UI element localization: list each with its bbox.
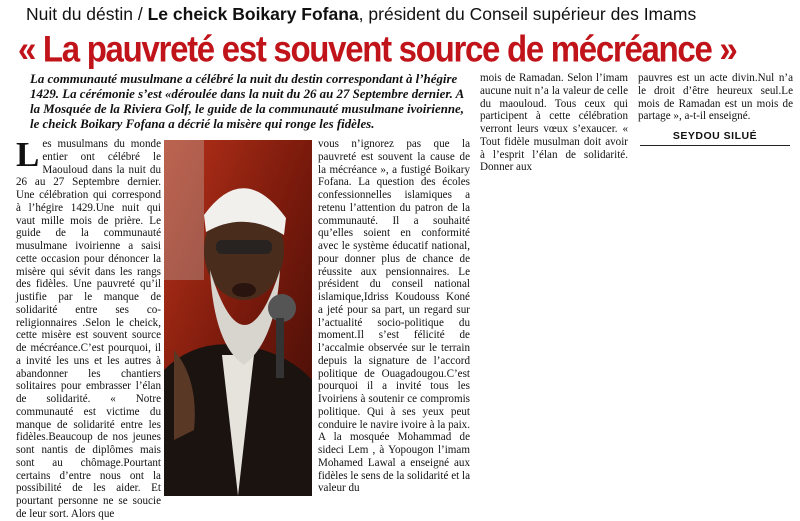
drop-cap: L — [16, 135, 40, 174]
lede-text: La communauté musulmane a célébré la nuit du destin correspondant à l’hégire 1429. La cérémonie s’est «déroulée dans la nuit du 26 au 27 Septembre dernier. A la Mosquée de la Riviera Golf, le guide de la communauté musulmane ivoirienne, le cheick Boikary Fofana a décrié la misère qui ronge les fidèles. — [30, 72, 464, 131]
byline: SEYDOU SILUÉ — [672, 130, 758, 142]
kicker-part1: Nuit du déstin / — [26, 4, 148, 24]
lede-paragraph — [30, 72, 474, 132]
column-3-text: mois de Ramadan. Selon l’imam aucune nuit n’a la valeur de celle du maouloud. Tous ceux qui participent à cette célébration verront leurs vœux s’exaucer. « Tout fidèle musulman doit avoir à l’esprit l’élan de solidarité. Donner aux — [480, 72, 628, 174]
column-4-text: pauvres est un acte divin.Nul n’a le droit d’être heureux seul.Le mois de Ramadan est un mois de partage », a-t-il enseigné. — [638, 72, 793, 123]
kicker-line — [26, 4, 796, 25]
kicker-part2: , président du Conseil supérieur des Imams — [358, 4, 697, 24]
kicker-name: Le cheick Boikary Fofana — [147, 4, 359, 24]
column-2-text: vous n’ignorez pas que la pauvreté est souvent la cause de la mécréance », a fustigé Boikary Fofana. La question des écoles confessionnelles islamiques a retenu l’attention du patron de la communauté. Il a souhaité qu’elles soient en conformité avec le système éducatif national, pour donner plus de chance de réussite aux pensionnaires. Le président du conseil national islamique,Idriss Koudouss Koné a jeté pour sa part, un regard sur l’actualité socio-politique du moment.Il s’est félicité de l’accalmie observée sur le terrain depuis la signature de l’accord politique de Ouagadougou.C’est pourquoi il a invité tous les Ivoiriens à soutenir ce compromis politique. Qui à ses yeux peut conduire le navire ivoire à la paix. A la mosquée Mohammad de sideci Lem , à Yopougon l’imam Mohamed Lawal a enseigné aux fidèles le sens de la solidarité et la valeur du — [318, 138, 470, 495]
byline-divider — [640, 145, 790, 146]
photo-illustration — [164, 140, 312, 496]
article-column-4 — [638, 72, 793, 123]
imam-photo — [164, 140, 312, 496]
column-1-text: es musulmans du monde entier ont célébré le Maouloud dans la nuit du 26 au 27 Septembre dernier. Une célébration qui correspond à l’hégire 1429.Une nuit qui vaut mille mois de prière. Le guide de la communauté musulmane ivoirienne a saisi cette occasion pour dénoncer la misère qui sévit dans les rangs des fidèles. Une pauvreté qu’il justifie par le manque de solidarité entre ses co-religionnaires .Selon le cheick, cette misère est souvent source de mécréance.C’est pourquoi, il a invité les uns et les autres à abandonner les chantiers solitaires pour embrasser l’élan de solidarité. « Notre communauté est victime du manque de solidarité entre les fidèles.Beaucoup de nos jeunes sont nantis de diplômes mais sont au chômage.Pourtant certains d’entre nous ont la possibilité de les aider. Et pourtant personne ne se soucie de leur sort. Alors que — [16, 138, 161, 520]
headline: « La pauvreté est souvent source de mécréance » — [18, 28, 737, 70]
article-column-1 — [16, 135, 161, 521]
article-column-3 — [480, 72, 628, 174]
article-column-2 — [318, 138, 470, 495]
